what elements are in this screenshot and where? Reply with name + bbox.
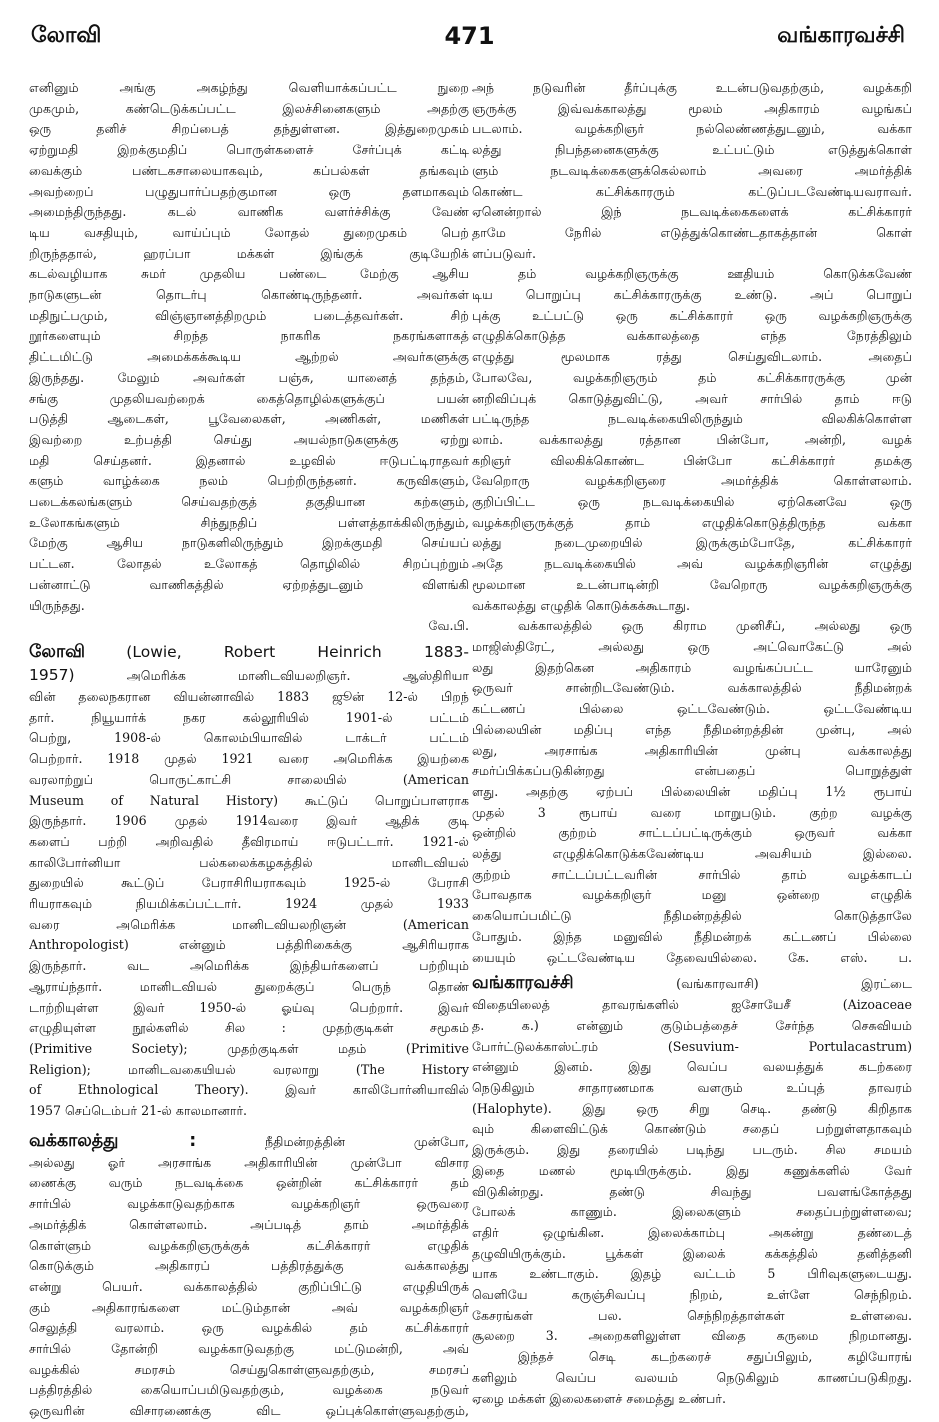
text-line: காலிபோர்னியா பல்கலைக்கழகத்தில் மானிடவியல் <box>29 854 469 870</box>
lothal-paragraph <box>29 78 469 616</box>
text-line: விதையிலைத் தாவரங்களில் ஐசோயேசீ (Aizoaceae <box>472 997 912 1013</box>
text-line: வழக்கில் சமரசம் செய்துகொள்ளுவதற்கும், சமரசப் <box>29 1361 469 1377</box>
text-line: உலோகங்களும் சிந்துநதிப் பள்ளத்தாக்கிலிருந்தும், <box>29 514 469 530</box>
text-line: ளப்படுவர். <box>472 245 536 261</box>
text-line: டாற்றியுள்ள இவர் 1950-ல் ஓய்வு பெற்றார். இவர் <box>29 999 469 1015</box>
text-line: Religion); மானிடவகையியல் வரலாறு (The History <box>29 1061 469 1077</box>
text-line: றூர்களையும் சிறந்த நாகரிக நகரங்களாகத் <box>29 328 469 344</box>
text-line: போதும். இந்த மனுவில் நீதிமன்றக் கட்டணப் பில்லை <box>472 928 912 944</box>
text-line: இருந்தார். வட அமெரிக்க இந்தியர்களைப் பற்றியும் <box>29 958 469 974</box>
text-line: இவற்றை உற்பத்தி செய்து அயல்நாடுகளுக்கு ஏற்று <box>29 431 469 447</box>
text-line: மேற்கு ஆசிய நாடுகளிலிருந்தும் இறக்குமதி செய்யப் <box>29 535 469 551</box>
text-line: எழுதிக்கொடுத்த வக்காலத்தை எந்த நேரத்திலும் <box>472 328 912 344</box>
text-line: திட்டமிட்டு அமைக்கக்கூடிய ஆற்றல் அவர்களுக்கு <box>29 349 469 365</box>
text-line: கேசரங்கள் பல. செந்நிறத்தாள்கள் உள்ளவை. <box>472 1307 912 1323</box>
text-line: கையொப்பமிட்டு நீதிமன்றத்தில் கொடுத்தாலே <box>472 908 912 924</box>
text-line: ரியராகவும் நியமிக்கப்பட்டார். 1924 முதல் 1933 <box>29 896 469 912</box>
text-line: வக்காலத்தில் ஒரு கிராம முனிசீப், அல்லது ஒரு <box>518 618 912 634</box>
text-line: விடுகின்றது. தண்டு சிவந்து பவளங்கோத்தது <box>472 1183 912 1199</box>
text-line: ஒரு தனிச் சிறப்பைத் தந்துள்ளன. இத்துறைமுகம் <box>29 121 469 137</box>
text-line: பட்டிருந்த நடவடிக்கையிலிருந்தும் விலகிக்கொள்ள <box>472 411 912 427</box>
text-line: ஆராய்ந்தார். மானிடவியல் துறைக்குப் பெருந் தொண் <box>29 978 469 994</box>
text-line: பன்னாட்டு வாணிகத்தில் ஏற்றத்துடனும் விளங்கி <box>29 576 469 592</box>
text-line: ஒருவர் சான்றிடவேண்டும். வக்காலத்தில் நீதிமன்றக் <box>472 680 912 696</box>
text-line: டிய வசதியும், வாய்ப்பும் லோதல் துறைமுகம் பெற் <box>29 224 469 240</box>
text-line: லாம். வக்காலத்து ரத்தான பின்போ, அன்றி, வழக் <box>472 431 912 447</box>
text-line: வக்காலத்து எழுதிக் கொடுக்கக்கூடாது. <box>472 597 690 613</box>
text-line: இருந்தார். 1906 முதல் 1914வரை இவர் ஆதிக் குடி <box>29 813 469 829</box>
text-line: மாஜிஸ்திரேட், அல்லது ஒரு அட்வொகேட்டு அல் <box>472 638 912 654</box>
text-line: போவதாக வழக்கறிஞர் மனு ஒன்றை எழுதிக் <box>472 887 912 903</box>
text-line: லது, அரசாங்க அதிகாரியின் முன்பு வக்காலத்து <box>472 742 912 758</box>
text-line: கறிஞர் விலகிக்கொண்ட பின்போ கட்சிக்காரர் தமக்கு <box>472 452 912 468</box>
text-line: இதை மணல் மூடியிருக்கும். இது கணுக்களில் வேர் <box>472 1162 912 1178</box>
running-head-right: வங்காரவச்சி <box>777 23 905 48</box>
text-line: Museum of Natural History) கூட்டுப் பொறுப்பாளராக <box>29 792 469 808</box>
page-number: 471 <box>444 22 495 50</box>
text-line: சார்பில் வழக்காடுவதற்காக வழக்கறிஞர் ஒருவரை <box>29 1196 469 1212</box>
text-line: டிய பொறுப்பு கட்சிக்காரருக்கு உண்டு. அப் பொறுப் <box>472 287 912 303</box>
text-line: தாமே நேரில் எடுத்துக்கொண்டதாகத்தான் கொள் <box>472 224 912 240</box>
text-line: மதி செய்தனர். இதனால் உழவில் ஈடுபட்டிராதவர் <box>29 452 469 468</box>
vakkalathu-continued-paragraph <box>472 78 912 264</box>
text-line: எழுதியுள்ள நூல்களில் சில : முதற்குடிகள் சமூகம் <box>29 1020 469 1036</box>
text-line: படலாம். வழக்கறிஞர் நல்லெண்ணத்துடனும், வக்கா <box>472 121 912 137</box>
text-line: அந் நடுவரின் தீர்ப்புக்கு உடன்படுவதற்கும், வழக்கறி <box>472 80 912 95</box>
vangaravachi-habitat-paragraph <box>472 1347 912 1409</box>
left-column <box>29 78 469 1422</box>
text-line: எதிர் ஒழுங்கின. இலைக்காம்பு அகன்று தண்டைத் <box>472 1224 912 1240</box>
headword-lowie: லோவி <box>29 641 86 662</box>
text-line: அல்லது ஓர் அரசாங்க அதிகாரியின் முன்போ விசார <box>29 1154 469 1170</box>
text-line: யாக உண்டாகும். இதழ் வட்டம் 5 பிரிவுகளுடையது. <box>472 1266 912 1282</box>
entry-lowie-headline <box>29 641 469 664</box>
text-line: முதல் 3 ரூபாய் வரை மாறுபடும். குற்ற வழக்கு <box>472 804 912 820</box>
text-line: மதிநுட்பமும், விஞ்ஞானத்திறமும் படைத்தவர்கள். சிற் <box>29 307 469 323</box>
text-line: வைக்கும் பண்டகசாலையாகவும், கப்பல்கள் தங்கவும் <box>29 162 469 178</box>
text-line: Anthropologist) என்னும் பத்திரிகைக்கு ஆசிரியராக <box>29 937 469 953</box>
text-line: கொண்ட கட்சிக்காரரும் கட்டுப்படவேண்டியவராவர். <box>472 183 912 199</box>
text-line: குற்றம் சாட்டப்பட்டவரின் சார்பில் தாம் வழக்காடப் <box>472 866 912 882</box>
entry-vangaravachi <box>472 972 912 1347</box>
text-line: கொடுக்கும் அதிகாரப் பத்திரத்துக்கு வக்காலத்து <box>29 1258 469 1274</box>
text-line: இருந்தது. மேலும் அவர்கள் பஞ்சு, யானைத் தந்தம், <box>29 369 469 385</box>
text-line: வழக்கறிஞருக்குத் தாம் எழுதிக்கொடுத்திருந்த வக்கா <box>472 514 912 530</box>
headword-vangaravachi: வங்காரவச்சி <box>472 973 574 994</box>
text-line: முகமும், கண்டெடுக்கப்பட்ட இலச்சினைகளும் அதற்கு <box>29 100 469 116</box>
text-line: பட்டன. லோதல் உலோகத் தொழிலில் சிறப்புற்றும் <box>29 556 469 572</box>
text-line: வேறொரு வழக்கறிஞரை அமர்த்திக் கொள்ளலாம். <box>472 473 912 489</box>
text-line: நெடுகிலும் சாதாரணமாக வளரும் உப்புத் தாவரம் <box>472 1080 912 1096</box>
text-line: களிலும் வெப்ப வலயம் நெடுகிலும் காணப்படுகிறது. <box>472 1369 912 1385</box>
text-line: எனினும் அங்கு அகழ்ந்து வெளியாக்கப்பட்ட நுறை <box>29 80 469 95</box>
text-line: தழுவியிருக்கும். பூக்கள் இலைக் கக்கத்தில் தனித்தனி <box>472 1245 912 1261</box>
text-line: ஒன்றில் குற்றம் சாட்டப்பட்டிருக்கும் ஒருவர் வக்கா <box>472 825 912 841</box>
text-line: துறையில் கூட்டுப் பேராசிரியராகவும் 1925-ல் பேராசி <box>29 875 469 891</box>
text-line: வும் கிளைவிட்டுக் கொண்டும் சதைப் பற்றுள்ளதாகவும் <box>472 1121 912 1137</box>
text-line: சங்கு முதலியவற்றைக் கைத்தொழில்களுக்குப் பயன் <box>29 390 469 406</box>
text-line: இருக்கும். இது தரையில் படிந்து படரும். சில சமயம் <box>472 1142 912 1158</box>
text-line: த. க.) என்னும் குடும்பத்தைச் சேர்ந்த செசுவியம் <box>472 1017 912 1033</box>
text-line: லத்து நடைமுறையில் இருக்கும்போதே, கட்சிக்காரர் <box>472 535 912 551</box>
text-line: போலவே, வழக்கறிஞரும் தம் கட்சிக்காரருக்கு முன் <box>472 369 912 385</box>
headword-lowie-year: 1957) <box>29 665 75 684</box>
text-line: படைக்கலங்களும் செய்வதற்குத் தகுதியான கற்களும், <box>29 494 469 510</box>
text-line: அவற்றைப் பழுதுபார்ப்பதற்குமான ஒரு தளமாகவும் <box>29 183 469 199</box>
text-line: மூலமான உடன்பாடின்றி வேறொரு வழக்கறிஞருக்கு <box>472 576 912 592</box>
text-line: 1957 செப்டெம்பர் 21-ல் காலமானார். <box>29 1103 248 1119</box>
text-line: தார். நியூயார்க் நகர கல்லூரியில் 1901-ல் பட்டம் <box>29 709 469 725</box>
text-line: லத்து நிபந்தனைகளுக்கு உட்பட்டும் எடுத்துக்கொள் <box>472 142 912 158</box>
text-line: வின் தலைநகரான வியன்னாவில் 1883 ஜூன் 12-ல் பிறந் <box>29 688 469 704</box>
text-line: செலுத்தி வரலாம். ஒரு வழக்கில் தம் கட்சிக்காரர் <box>29 1320 469 1336</box>
text-line: பில்லையின் மதிப்பு எந்த நீதிமன்றத்தின் முன்பு, அல் <box>472 721 912 737</box>
text-line: லது இதற்கென அதிகாரம் வழங்கப்பட்ட யாரேனும் <box>472 659 912 675</box>
text-line: தம் வழக்கறிஞருக்கு ஊதியம் கொடுக்கவேண் <box>518 266 912 282</box>
text-line: கடல்வழியாக சுமர் முதலிய பண்டை மேற்கு ஆசிய <box>29 266 469 282</box>
text-line: கும் அதிகாரங்களை மட்டும்தான் அவ் வழக்கறிஞர் <box>29 1299 469 1315</box>
text-line: நாடுகளுடன் தொடர்பு கொண்டிருந்தனர். அவர்கள் <box>29 287 469 303</box>
entry-vakkalathu <box>29 1130 469 1422</box>
text-line: யையும் ஒட்டவேண்டிய தேவையில்லை. கே. எஸ். ப. <box>472 949 912 965</box>
text-line: ஏழை மக்கள் இலைகளைச் சமைத்து உண்பர். <box>472 1390 726 1406</box>
text-line: இந்தச் செடி கடற்கரைச் சதுப்பிலும், கழியோரங் <box>518 1349 912 1365</box>
text-line: யிருந்தது. <box>29 597 85 613</box>
headword-vakkalathu: வக்காலத்து : <box>29 1130 197 1151</box>
text-line: லத்து எழுதிக்கொடுக்கவேண்டிய அவசியம் இல்லை. <box>472 846 912 862</box>
text-line: கட்டணப் பில்லை ஒட்டவேண்டும். ஒட்டவேண்டிய <box>472 701 912 717</box>
text-line: என்று பெயர். வக்காலத்தில் குறிப்பிட்டு எழுதியிருக் <box>29 1278 469 1294</box>
text-line: of Ethnological Theory). இவர் காலிபோர்னியாவில் <box>29 1082 469 1098</box>
page-header <box>0 0 939 68</box>
text-line: எழுத்து மூலமாக ரத்து செய்துவிடலாம். அதைப் <box>472 349 912 365</box>
text-line: ஏனென்றால் இந் நடவடிக்கைகளைக் கட்சிக்காரர் <box>472 204 912 220</box>
text-line: அதே நடவடிக்கையில் அவ் வழக்கறிஞரின் எழுத்து <box>472 556 912 572</box>
text-line: களைப் பற்றி அறிவதில் தீவிரமாய் ஈடுபட்டார். 1921-ல் <box>29 833 469 849</box>
text-line: சமர்ப்பிக்கப்படுகின்றது என்பதைப் பொறுத்துள் <box>472 763 912 779</box>
text-line: (Halophyte). இது ஒரு சிறு செடி. தண்டு கிறிதாக <box>472 1100 912 1116</box>
text-line: அமர்த்திக் கொள்ளலாம். அப்படித் தாம் அமர்த்திக் <box>29 1216 469 1232</box>
text-line: போர்ட்டுலக்காஸ்ட்ரம் (Sesuvium- Portulacastrum) <box>472 1038 912 1054</box>
text-line: களும் வாழ்க்கை நலம் பெற்றிருந்தனர். கருவிகளும், <box>29 473 469 489</box>
vakkalathu-attestation-paragraph <box>472 616 912 968</box>
text-line: ஞருக்கு இவ்வக்காலத்து மூலம் அதிகாரம் வழங்கப் <box>472 100 912 116</box>
text-line: வரை அமெரிக்க மானிடவியலறிஞன் (American <box>29 916 469 932</box>
entry-lowie-line-2: 1957) அமெரிக்க மானிடவியலறிஞர். ஆஸ்திரியா <box>29 665 469 684</box>
text-line: பத்திரத்தில் கையொப்பமிடுவதற்கும், வழக்கை நடுவர் <box>29 1382 469 1398</box>
entry-vangaravachi-headline: வங்காரவச்சி (வங்காரவாசி) இரட்டை <box>472 973 912 994</box>
right-column <box>472 78 912 1409</box>
text-line: பெற்று, 1908-ல் கொலம்பியாவில் டாக்டர் பட்டம் <box>29 730 469 746</box>
text-line: சார்பில் தோன்றி வழக்காடுவதற்கு மட்டுமன்றி, அவ் <box>29 1341 469 1357</box>
signature-lothal: வே.பி. <box>428 618 469 634</box>
text-line: குறிப்பிட்ட ஒரு நடவடிக்கையில் ஏற்கெனவே ஒரு <box>472 494 912 510</box>
text-line: அமைந்திருந்தது. கடல் வாணிக வளர்ச்சிக்கு வேண் <box>29 204 469 220</box>
headword-lowie-name: (Lowie, Robert Heinrich 1883- <box>126 642 469 661</box>
text-line: புக்கு உட்பட்டு ஒரு கட்சிக்காரர் ஒரு வழக்கறிஞருக்கு <box>472 307 912 323</box>
text-line: வெளியே கருஞ்சிவப்பு நிறம், உள்ளே செந்நிறம். <box>472 1287 912 1303</box>
text-line: படுத்தி ஆடைகள், பூவேலைகள், அணிகள், மணிகள் <box>29 411 469 427</box>
entry-lowie <box>29 641 469 1122</box>
text-line: வரலாற்றுப் பொருட்காட்சி சாலையில் (American <box>29 771 469 787</box>
text-line: போலக் காணும். இலைகளும் சதைப்பற்றுள்ளவை; <box>472 1204 912 1220</box>
text-line: ஒருவரின் விசாரணைக்கு விட ஒப்புக்கொள்ளுவதற்கும், <box>29 1403 469 1419</box>
entry-vakkalathu-headline: வக்காலத்து : நீதிமன்றத்தின் முன்போ, <box>29 1130 469 1151</box>
text-line: என்னும் இனம். இது வெப்ப வலயத்துக் கடற்கரை <box>472 1059 912 1075</box>
text-line: பெற்றார். 1918 முதல் 1921 வரை அமெரிக்க இயற்கை <box>29 751 469 767</box>
running-head-left: லோவி <box>31 23 102 48</box>
text-line: சூலறை 3. அறைகளிலுள்ள விதை கருமை நிறமானது. <box>472 1328 912 1344</box>
text-line: ணைக்கு வரும் நடவடிக்கை ஒன்றின் கட்சிக்காரர் தம் <box>29 1175 469 1191</box>
text-line: றிருந்ததால், ஹரப்பா மக்கள் இங்குக் குடியேறிக் <box>29 245 469 261</box>
text-line: னறிவிப்புக் கொடுத்துவிட்டு, அவர் சார்பில் தாம் ஈடு <box>472 390 912 406</box>
text-line: ளும் நடவடிக்கைகளுக்கெல்லாம் அவரை அமர்த்திக் <box>472 162 912 178</box>
text-line: (Primitive Society); முதற்குடிகள் மதம் (Primitive <box>29 1040 469 1056</box>
text-line: ளது. அதற்கு ஏற்பப் பில்லையின் மதிப்பு 1½ ரூபாய் <box>472 783 912 799</box>
text-line: கொள்ளும் வழக்கறிஞருக்குக் கட்சிக்காரர் எழுதிக் <box>29 1237 469 1253</box>
vakkalathu-fees-paragraph <box>472 264 912 616</box>
text-line: ஏற்றுமதி இறக்குமதிப் பொருள்களைச் சேர்ப்புக் கட்டி <box>29 142 469 158</box>
